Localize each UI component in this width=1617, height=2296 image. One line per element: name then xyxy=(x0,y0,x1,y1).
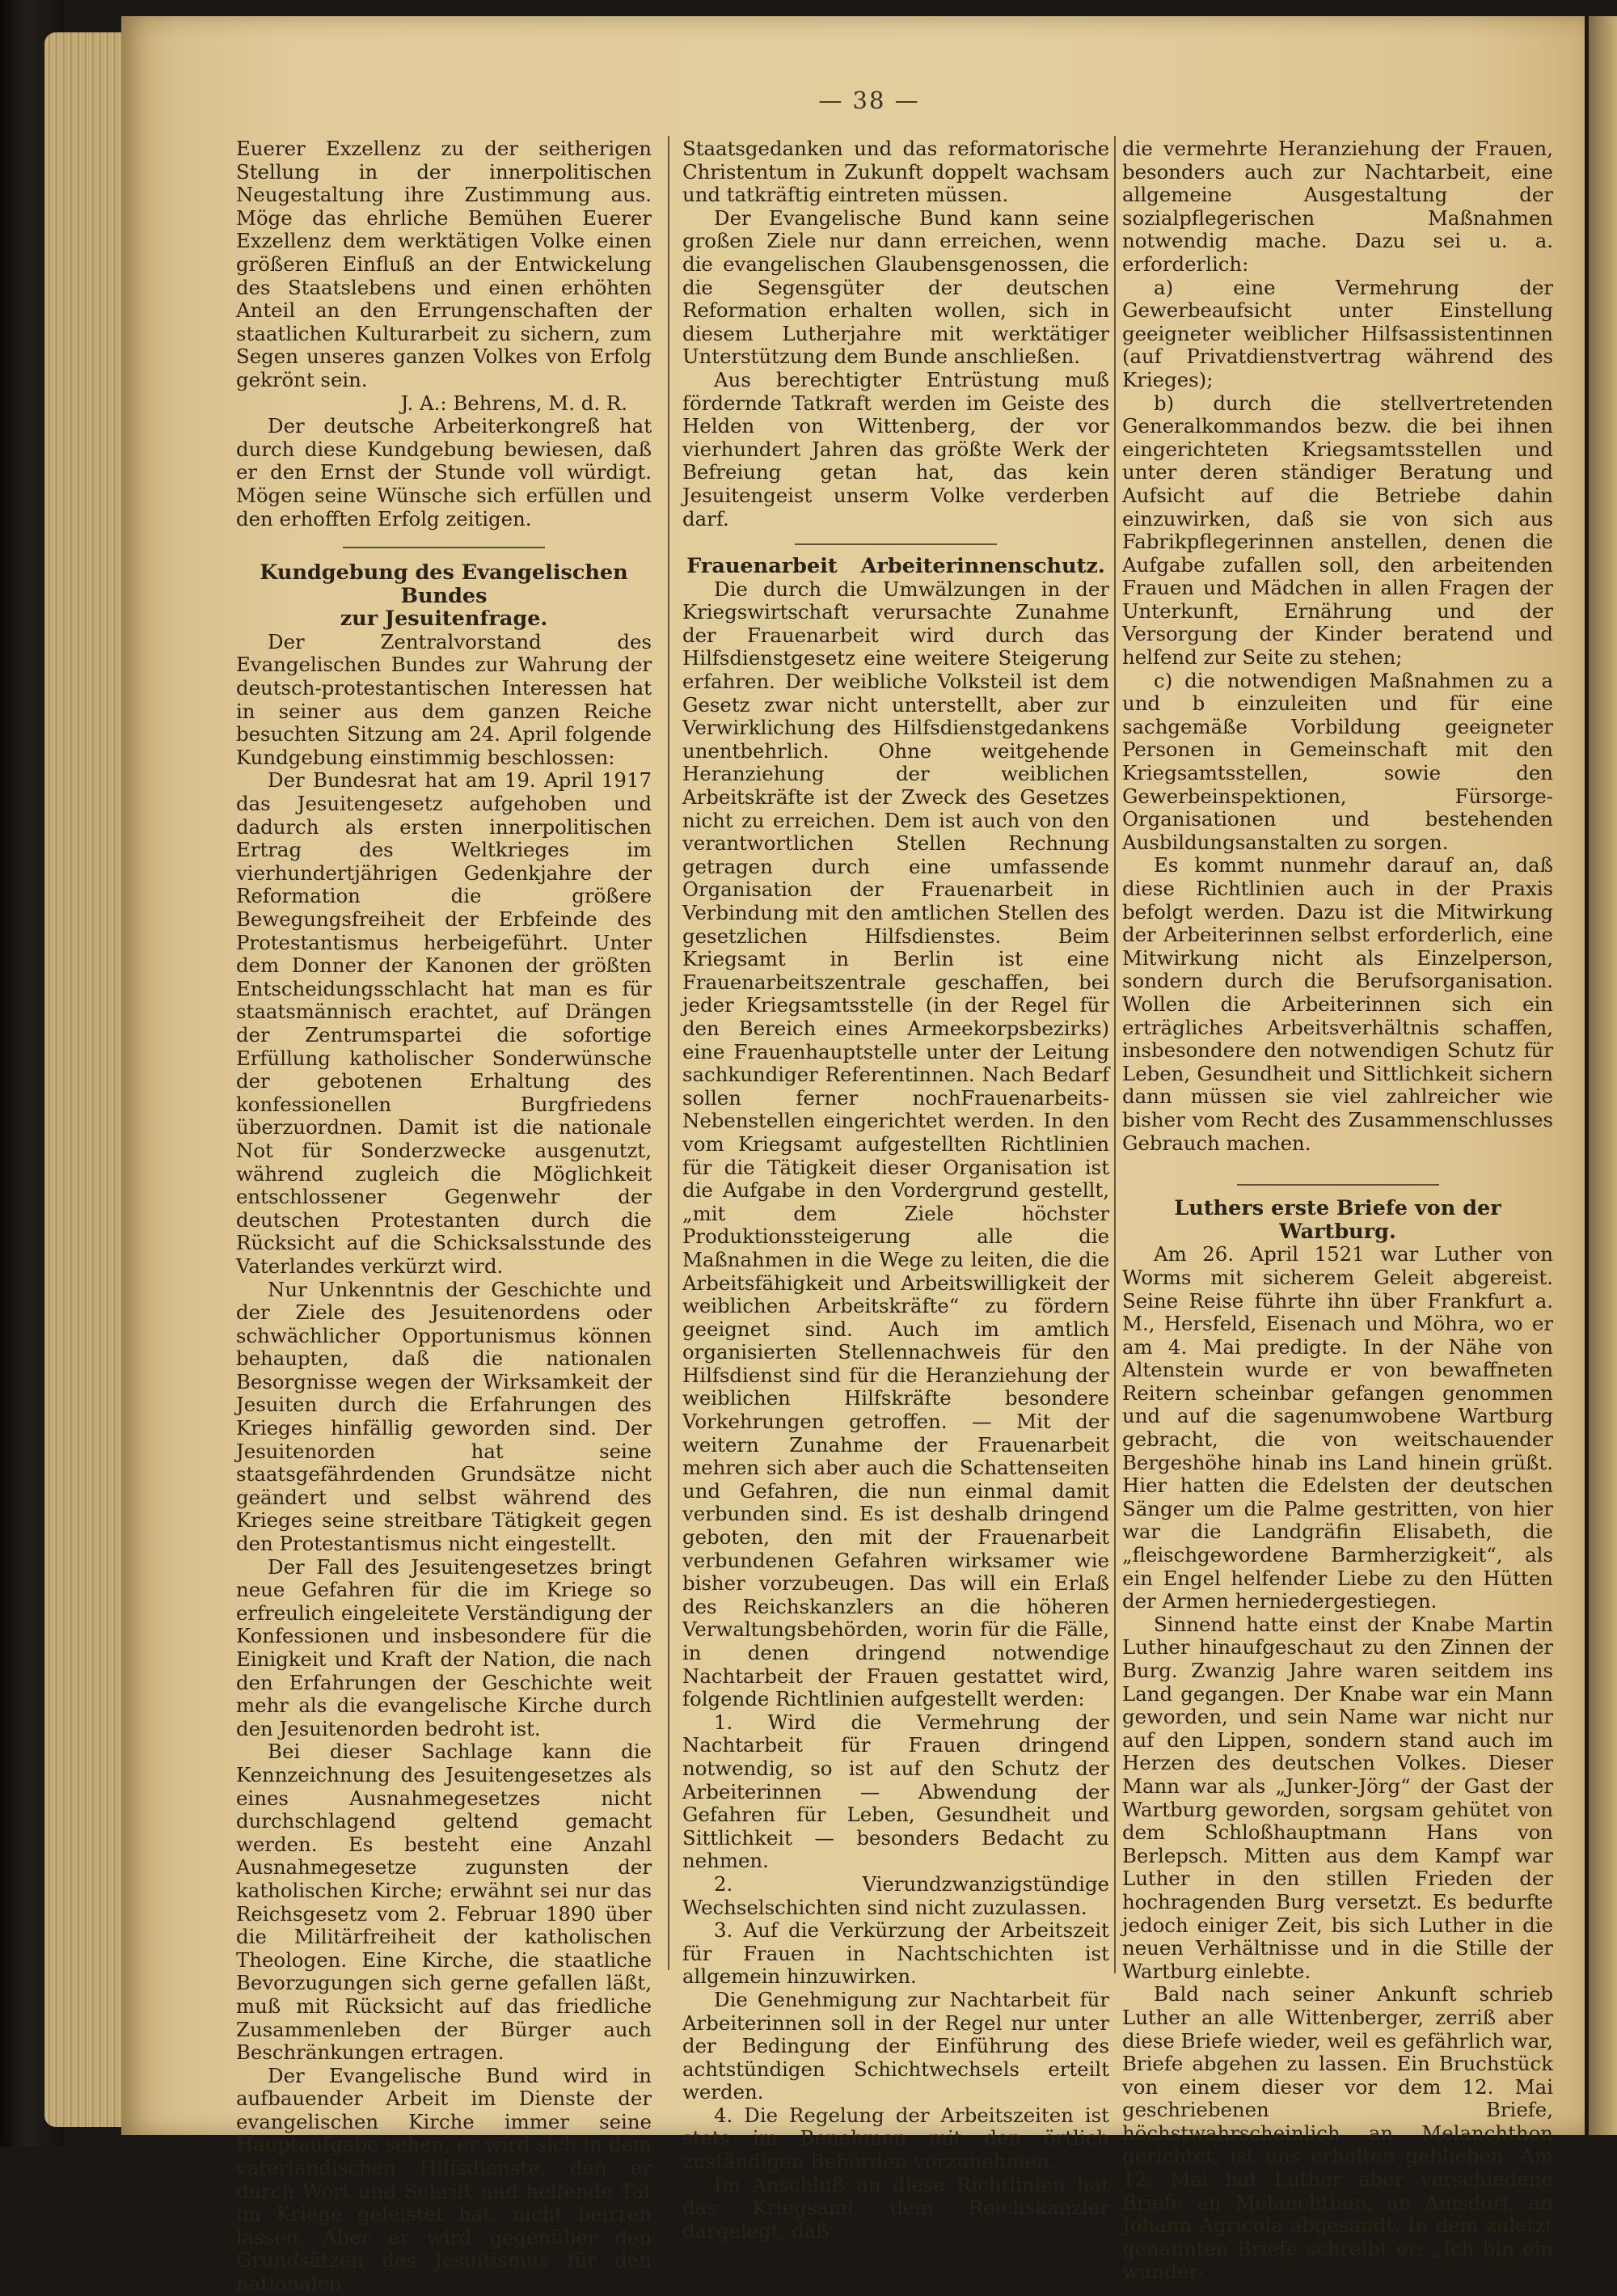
column-middle xyxy=(682,137,1109,2243)
list-item: 3. Auf die Verkürzung der Arbeitszeit für Frauen in Nachtschichten ist allgemein hinzuwirken. xyxy=(682,1918,1109,1989)
section-divider xyxy=(1237,1184,1439,1186)
paragraph: Es kommt nunmehr darauf an, daß diese Richtlinien auch in der Praxis befolgt werden. Dazu ist die Mitwirkung der Arbeiterinnen selbst erforderlich, eine Mitwirkung nicht als Einzelperson, sondern durch die Berufsorganisation. Wollen die Arbeiterinnen sich ein erträgliches Arbeitsverhältnis schaffen, insbesondere den notwendigen Schutz für Leben, Gesundheit und Sittlichkeit sichern dann müssen sie viel zahlreicher wie bisher vom Recht des Zusammenschlusses Gebrauch machen. xyxy=(1122,853,1553,1155)
paragraph: die vermehrte Heranziehung der Frauen, besonders auch zur Nachtarbeit, eine allgemeine Ausgestaltung der sozialpflegerischen Maßnahmen notwendig mache. Dazu sei u. a. erforderlich: xyxy=(1122,137,1553,276)
paragraph: Der Evangelische Bund wird in aufbauender Arbeit im Dienste der evangelischen Kirche immer seine Hauptaufgabe sehen, er wird sich in dem vaterländischen Hilfsdienste, den er durch Wort und Schrift und helfende Tat im Kriege geleistet hat, nicht beirren lassen. Aber er wird gegenüber den Grundsätzen des Jesuitismus für den nationalen xyxy=(236,2063,652,2296)
section-divider xyxy=(795,543,997,545)
heading-left: Frauenarbeit xyxy=(686,554,838,579)
paragraph: Bald nach seiner Ankunft schrieb Luther an alle Wittenberger, zerriß aber diese Briefe wieder, weil es gefährlich war, Briefe abgehen zu lassen. Ein Bruchstück von einem dieser vor dem 12. Mai geschriebenen Briefe, höchstwahrscheinlich an Melanchthon gerichtet, ist uns erhalten geblieben. Am 12. Mai hat Luther aber verschiedene Briefe an Melanchthon, an Amsdorf, an Johann Agricola abgesandt. In dem zuletzt genannten Briefe schreibt er: „Ich bin ein wunder- xyxy=(1122,1982,1553,2284)
paragraph: Der Zentralvorstand des Evangelischen Bundes zur Wahrung der deutsch-protestantischen Interessen hat in seiner aus dem ganzen Reiche besuchten Sitzung am 24. April folgende Kundgebung einstimmig beschlossen: xyxy=(236,629,652,769)
paragraph: Der Evangelische Bund kann seine großen Ziele nur dann erreichen, wenn die evangelischen Glaubensgenossen, die die Segensgüter der deutschen Reformation erhalten wollen, sich in diesem Lutherjahre mit werktätiger Unterstützung dem Bunde anschließen. xyxy=(682,205,1109,369)
paragraph: Am 26. April 1521 war Luther von Worms mit sicherem Geleit abgereist. Seine Reise führte ihn über Frankfurt a. M., Hersfeld, Eisenach und Möhra, wo er am 4. Mai predigte. In der Nähe von Altenstein wurde er von bewaffneten Reitern scheinbar gefangen genommen und auf die sagenumwobene Wartburg gebracht, die von weitschauender Bergeshöhe hinab ins Land hinein grüßt. Hier hatten die Edelsten der deutschen Sänger um die Palme gestritten, von hier war die Landgräfin Elisabeth, die „fleischgewordene Barmherzigkeit“, als ein Engel helfender Liebe zu den Hütten der Armen herniedergestiegen. xyxy=(1122,1242,1553,1613)
paragraph: Euerer Exzellenz zu der seitherigen Stellung in der innerpolitischen Neugestaltung ihre Zustimmung aus. Möge das ehrliche Bemühen Euerer Exzellenz dem werktätigen Volke einen größeren Einfluß an der Entwickelung des Staatslebens und einen erhöhten Anteil an den Errungenschaften der staatlichen Kulturarbeit zu sichern, zum Segen unseres ganzen Volkes von Erfolg gekrönt sein. xyxy=(236,137,652,391)
list-item: 4. Die Regelung der Arbeitszeiten ist stets im Benehmen mit den örtlich zuständigen Behörden vorzunehmen. xyxy=(682,2103,1109,2174)
section-divider xyxy=(343,547,545,548)
heading-line: Kundgebung des Evangelischen Bundes xyxy=(260,560,628,608)
list-item: 1. Wird die Vermehrung der Nachtarbeit für Frauen dringend notwendig, so ist auf den Schutz der Arbeiterinnen — Abwendung der Gefahren für Leben, Gesundheit und Sittlichkeit — besonders Bedacht zu nehmen. xyxy=(682,1710,1109,1873)
paragraph: Der Fall des Jesuitengesetzes bringt neue Gefahren für die im Kriege so erfreulich eingeleitete Verständigung der Konfessionen und insbesondere für die Einigkeit und Kraft der Nation, die nach den Erfahrungen der Geschichte weit mehr als die evangelische Kirche durch den Jesuitenorden bedroht ist. xyxy=(236,1554,652,1740)
article-heading xyxy=(682,555,1109,578)
article-heading xyxy=(236,561,652,631)
signature: J. A.: Behrens, M. d. R. xyxy=(400,391,627,415)
paragraph: Staatsgedanken und das reformatorische Christentum in Zukunft doppelt wachsam und tatkräftig eintreten müssen. xyxy=(682,137,1109,207)
column-right xyxy=(1122,137,1553,2284)
paragraph: Der Bundesrat hat am 19. April 1917 das Jesuitengesetz aufgehoben und dadurch als ersten innerpolitischen Ertrag des Weltkrieges im vierhundertjährigen Gedenkjahre der Reformation die größere Bewegungsfreiheit der Erbfeinde des Protestantismus herbeigeführt. Unter dem Donner der Kanonen der größten Entscheidungsschlacht hat man es für staatsmännisch erachtet, auf Drängen der Zentrumspartei die sofortige Erfüllung katholischer Sonderwünsche der gebotenen Erhaltung des konfessionellen Burgfriedens überzuordnen. Damit ist die nationale Not für Sonderzwecke ausgenutzt, während zugleich die Möglichkeit entschlossener Gegenwehr der deutschen Protestanten durch die Rücksicht auf die Schicksalsstunde des Vaterlandes verkürzt wird. xyxy=(236,768,652,1278)
column-rule xyxy=(668,136,669,1970)
paragraph: Die Genehmigung zur Nachtarbeit für Arbeiterinnen soll in der Regel nur unter der Bedingung der Einführung des achtstündigen Schichtwechsels erteilt werden. xyxy=(682,1987,1109,2104)
paragraph: Die durch die Umwälzungen in der Kriegswirtschaft verursachte Zunahme der Frauenarbeit wird durch das Hilfsdienstgesetz eine weitere Steigerung erfahren. Der weibliche Volksteil ist dem Gesetz zwar nicht unterstellt, aber zur Verwirklichung des Hilfsdienstgedankens unentbehrlich. Ohne weitgehende Heranziehung der weiblichen Arbeitskräfte ist der Zweck des Gesetzes nicht zu erreichen. Dem ist auch von den verantwortlichen Stellen Rechnung getragen durch eine umfassende Organisation der Frauenarbeit in Verbindung mit den amtlichen Stellen des gesetzlichen Hilfsdienstes. Beim Kriegsamt in Berlin ist eine Frauenarbeitszentrale geschaffen, bei jeder Kriegsamtsstelle (in der Regel für den Bereich eines Armeekorpsbezirks) eine Frauenhauptstelle unter der Leitung sachkundiger Referentinnen. Nach Bedarf sollen ferner nochFrauenarbeits-Nebenstellen eingerichtet werden. In den vom Kriegsamt aufgestellten Richtlinien für die Tätigkeit dieser Organisation ist die Aufgabe in den Vordergrund gestellt, „mit dem Ziele höchster Produktionssteigerung alle die Maßnahmen in die Wege zu leiten, die die Arbeitsfähigkeit und Arbeitswilligkeit der weiblichen Arbeitskräfte“ zu fördern geeignet sind. Auch im amtlich organisierten Stellennachweis für den Hilfsdienst sind für die Heranziehung der weiblichen Hilfskräfte besondere Vorkehrungen getroffen. — Mit der weitern Zunahme der Frauenarbeit mehren sich aber auch die Schattenseiten und Gefahren, die nun einmal damit verbunden sind. Es ist deshalb dringend geboten, den mit der Frauenarbeit verbundenen Gefahren wirksamer wie bisher vorzubeugen. Das will ein Erlaß des Reichskanzlers an die höheren Verwaltungsbehörden, worin für die Fälle, in denen dringend notwendige Nachtarbeit der Frauen gestattet wird, folgende Richtlinien aufgestellt werden: xyxy=(682,577,1109,1711)
column-left xyxy=(236,137,652,2296)
list-item: 2. Vierundzwanzigstündige Wechselschichten sind nicht zuzulassen. xyxy=(682,1871,1109,1919)
heading-right: Arbeiterinnenschutz. xyxy=(860,554,1105,579)
column-rule xyxy=(1114,136,1116,1973)
heading-line: zur Jesuitenfrage. xyxy=(340,607,548,632)
paragraph: Aus berechtigter Entrüstung muß fördernde Tatkraft werden im Geiste des Helden von Wittenberg, der vor vierhundert Jahren das größte Werk der Befreiung getan hat, das kein Jesuitengeist unserm Volke verderben darf. xyxy=(682,367,1109,531)
next-page-edge xyxy=(1589,16,1617,2135)
article-heading: Luthers erste Briefe von der Wartburg. xyxy=(1174,1196,1501,1244)
paragraph: Sinnend hatte einst der Knabe Martin Luther hinaufgeschaut zu den Zinnen der Burg. Zwanzig Jahre waren seitdem ins Land gegangen. Der Knabe war ein Mann geworden, und sein Name war nicht nur auf den Lippen, sondern stand auch im Herzen des deutschen Volkes. Dieser Mann war als „Junker-Jörg“ der Gast der Wartburg geworden, sorgsam gehütet von dem Schloßhauptmann Hans von Berlepsch. Mitten aus dem Kampf war Luther in den stillen Frieden der hochragenden Burg versetzt. Es bedurfte jedoch einiger Zeit, bis sich Luther in die neuen Verhältnisse und in die Stille der Wartburg einlebte. xyxy=(1122,1612,1553,1983)
paragraph: Im Anschluß an diese Richtlinien hat das Kriegsamt dem Reichskanzler dargelegt, daß xyxy=(682,2172,1109,2243)
list-item: c) die notwendigen Maßnahmen zu a und b einzuleiten und für eine sachgemäße Vorbildung geeigneter Personen in Gemeinschaft mit den Kriegsamtsstellen, sowie den Gewerbeinspektionen, Fürsorge-Organisationen und bestehenden Ausbildungsanstalten zu sorgen. xyxy=(1122,668,1553,854)
paragraph: Nur Unkenntnis der Geschichte und der Ziele des Jesuitenordens oder schwächlicher Opportunismus können behaupten, daß die nationalen Besorgnisse wegen der Wirksamkeit der Jesuiten durch die Erfahrungen des Krieges hinfällig geworden sind. Der Jesuitenorden hat seine staatsgefährdenden Grundsätze nicht geändert und selbst während des Krieges seine streitbare Tätigkeit gegen den Protestantismus nicht eingestellt. xyxy=(236,1277,652,1556)
list-item: b) durch die stellvertretenden Generalkommandos bezw. die bei ihnen eingerichteten Kriegsamtsstellen und unter deren ständiger Beratung und Aufsicht auf die Betriebe dahin einzuwirken, daß sie von sich aus Fabrikpflegerinnen anstellen, denen die Aufgabe zufallen soll, den arbeitenden Frauen und Mädchen in allen Fragen der Unterkunft, Ernährung und der Versorgung der Kinder beratend und helfend zur Seite zu stehen; xyxy=(1122,391,1553,670)
page-number: — 38 — xyxy=(818,87,920,114)
paragraph: Der deutsche Arbeiterkongreß hat durch diese Kundgebung bewiesen, daß er den Ernst der Stunde voll würdigt. Mögen seine Wünsche sich erfüllen und den erhofften Erfolg zeitigen. xyxy=(236,414,652,531)
list-item: a) eine Vermehrung der Gewerbeaufsicht unter Einstellung geeigneter weiblicher Hilfsassistentinnen (auf Privatdienstvertrag während des Krieges); xyxy=(1122,275,1553,391)
paragraph: Bei dieser Sachlage kann die Kennzeichnung des Jesuitengesetzes als eines Ausnahmegesetzes nicht durchschlagend geltend gemacht werden. Es besteht eine Anzahl Ausnahmegesetze zugunsten der katholischen Kirche; erwähnt sei nur das Reichsgesetz vom 2. Februar 1890 über die Militärfreiheit der katholischen Theologen. Eine Kirche, die staatliche Bevorzugungen sich gerne gefallen läßt, muß mit Rücksicht auf das friedliche Zusammenleben der Bürger auch Beschränkungen ertragen. xyxy=(236,1740,652,2065)
